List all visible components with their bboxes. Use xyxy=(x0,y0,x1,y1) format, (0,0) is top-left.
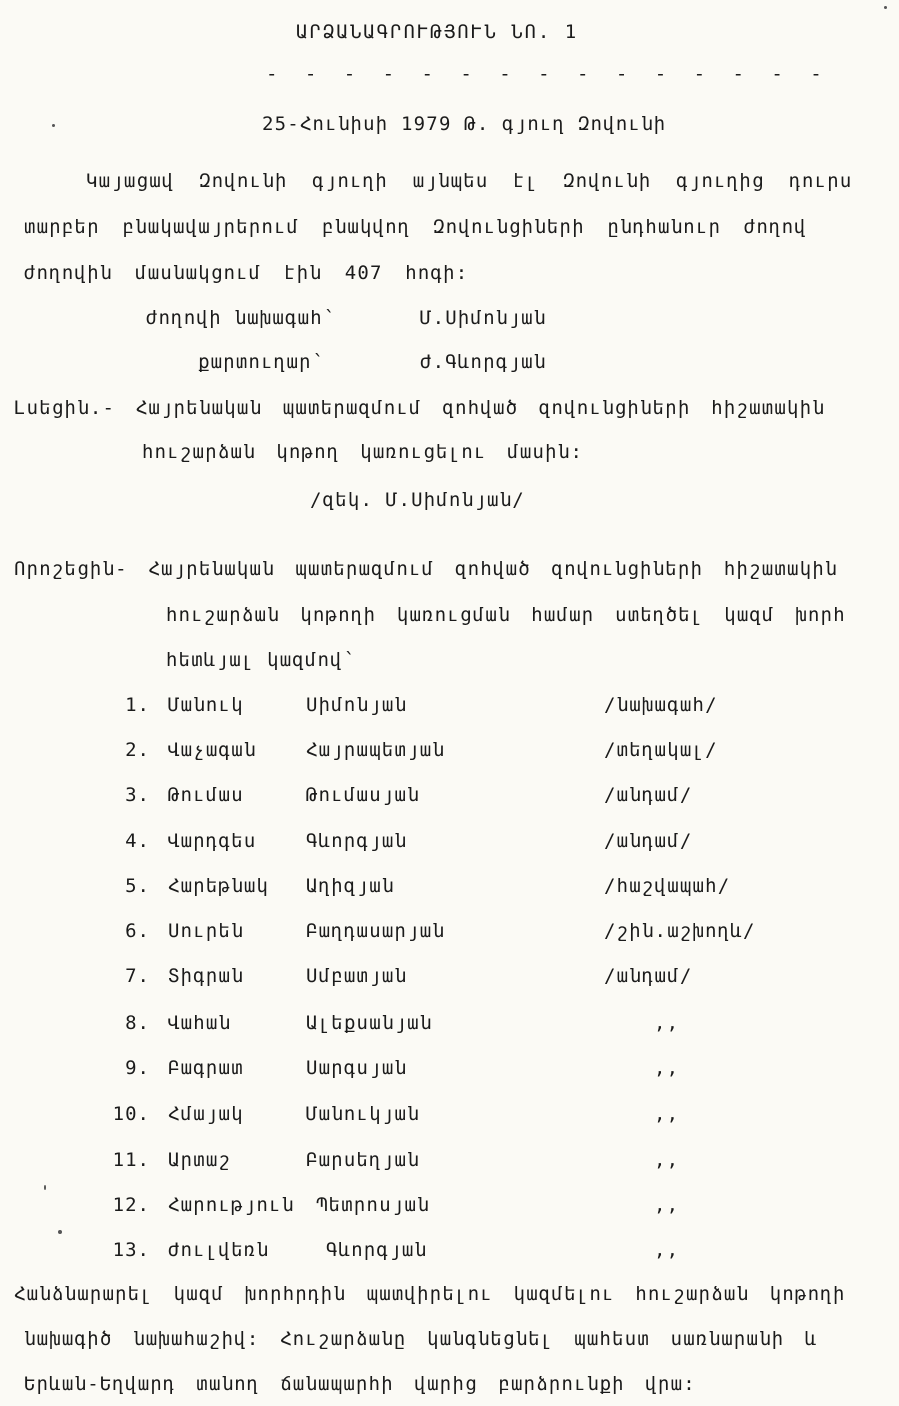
scan-speck xyxy=(52,124,55,127)
member-role: /անդամ/ xyxy=(604,784,693,806)
decided-line-1: Որոշեցին- Հայրենական պատերազմում զոհված զովունցիների հիշատակին xyxy=(14,558,838,580)
member-first-name: Վահան xyxy=(168,1012,232,1034)
member-number: 3. xyxy=(125,784,150,806)
member-role: ,, xyxy=(654,1057,680,1079)
member-first-name: Վաչագան xyxy=(168,739,257,761)
intro-line-3: ժողովին մասնակցում էին 407 հոգի: xyxy=(24,262,469,284)
secretary-name: Ժ.Գևորգյան xyxy=(420,351,547,373)
chair-name: Մ.Սիմոնյան xyxy=(420,307,547,329)
date-place: 25-Հունիսի 1979 Թ. գյուղ Զովունի xyxy=(262,113,667,135)
member-first-name: Սուրեն xyxy=(168,920,244,942)
member-first-name: Վարդգես xyxy=(168,830,257,852)
member-first-name: Տիգրան xyxy=(168,965,244,987)
member-role: /տեղակալ/ xyxy=(604,739,718,761)
title-separator: - - - - - - - - - - - - - - - xyxy=(266,63,830,85)
member-number: 12. xyxy=(112,1194,150,1216)
member-number: 5. xyxy=(125,875,150,897)
member-role: /հաշվապահ/ xyxy=(604,875,731,897)
member-role: /անդամ/ xyxy=(604,965,693,987)
intro-line-2: տարբեր բնակավայրերում բնակվող Զովունցիների ընդհանուր ժողով xyxy=(24,216,808,238)
member-last-name: Պետրոսյան xyxy=(316,1194,430,1216)
member-number: 1. xyxy=(125,694,150,716)
member-last-name: Սիմոնյան xyxy=(306,694,408,716)
member-last-name: Սմբատյան xyxy=(306,965,408,987)
member-role: /շին.աշխողև/ xyxy=(604,920,756,942)
member-last-name: Գևորգյան xyxy=(306,830,408,852)
member-number: 8. xyxy=(125,1012,150,1034)
member-role: ,, xyxy=(654,1194,680,1216)
scan-speck xyxy=(884,6,887,9)
member-role: /անդամ/ xyxy=(604,830,693,852)
scan-speck xyxy=(44,1185,46,1190)
member-last-name: Թումասյան xyxy=(306,784,420,806)
member-last-name: Մանուկյան xyxy=(306,1103,420,1125)
member-role: /նախագահ/ xyxy=(604,694,718,716)
member-last-name: Հայրապետյան xyxy=(306,739,446,761)
heard-line-2: հուշարձան կոթող կառուցելու մասին: xyxy=(142,441,584,463)
member-number: 9. xyxy=(125,1057,150,1079)
member-number: 6. xyxy=(125,920,150,942)
member-number: 2. xyxy=(125,739,150,761)
conclusion-line-2: նախագիծ նախահաշիվ: Հուշարձանը կանգնեցնել պահեստ սառնարանի և xyxy=(24,1328,818,1350)
member-last-name: Ալեքսանյան xyxy=(306,1012,433,1034)
member-number: 7. xyxy=(125,965,150,987)
heard-line-3: /զեկ. Մ.Սիմոնյան/ xyxy=(310,489,525,511)
conclusion-line-3: Երևան-Եղվարդ տանող ճանապարհի վարից բարձրունքի վրա: xyxy=(24,1373,696,1395)
document-title: ԱՐՁԱՆԱԳՐՈՒԹՅՈՒՆ ՆՈ. 1 xyxy=(296,21,579,43)
member-last-name: Բաղդասարյան xyxy=(306,920,446,942)
member-last-name: Գևորգյան xyxy=(326,1239,428,1261)
conclusion-line-1: Հանձնարարել կազմ խորհրդին պատվիրելու կազմելու հուշարձան կոթողի xyxy=(14,1283,846,1305)
member-number: 13. xyxy=(112,1239,150,1261)
member-last-name: Աղիզյան xyxy=(306,875,395,897)
member-role: ,, xyxy=(654,1149,680,1171)
scan-speck xyxy=(58,1230,62,1234)
member-first-name: Հմայակ xyxy=(168,1103,244,1125)
secretary-role: քարտուղար՝ xyxy=(198,351,325,373)
member-number: 10. xyxy=(112,1103,150,1125)
member-first-name: Հարություն xyxy=(168,1194,295,1216)
chair-role: ժողովի նախագահ՝ xyxy=(146,307,336,329)
member-role: ,, xyxy=(654,1103,680,1125)
member-first-name: Բագրատ xyxy=(168,1057,244,1079)
member-last-name: Սարգսյան xyxy=(306,1057,408,1079)
member-first-name: Թումաս xyxy=(168,784,244,806)
member-last-name: Բարսեղյան xyxy=(306,1149,420,1171)
member-first-name: Արտաշ xyxy=(168,1149,232,1171)
member-number: 11. xyxy=(112,1149,150,1171)
heard-line-1: Լսեցին.- Հայրենական պատերազմում զոհված զովունցիների հիշատակին xyxy=(14,397,825,419)
member-first-name: Ժուլվեռն xyxy=(168,1239,270,1261)
member-first-name: Մանուկ xyxy=(168,694,244,716)
intro-line-1: Կայացավ Զովունի գյուղի այնպես էլ Զովունի գյուղից դուրս xyxy=(86,170,853,192)
decided-line-3: հետևյալ կազմով՝ xyxy=(166,649,356,671)
member-first-name: Հարեթնակ xyxy=(168,875,270,897)
decided-line-2: հուշարձան կոթողի կառուցման համար ստեղծել կազմ խորհ xyxy=(166,604,846,626)
member-role: ,, xyxy=(654,1012,680,1034)
member-role: ,, xyxy=(654,1239,680,1261)
member-number: 4. xyxy=(125,830,150,852)
